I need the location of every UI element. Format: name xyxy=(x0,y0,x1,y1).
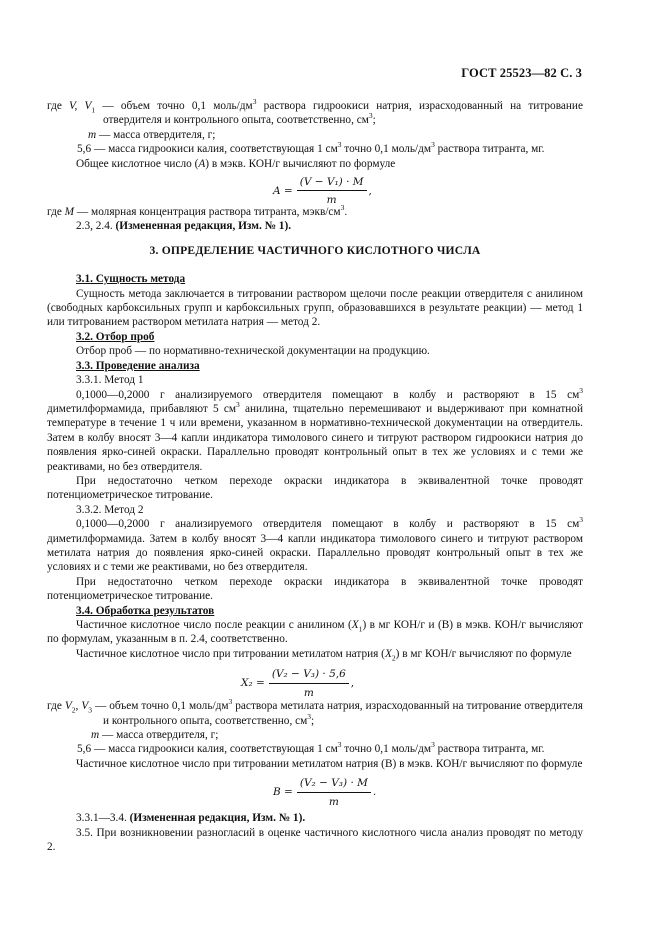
heading-3-3: 3.3. Проведение анализа xyxy=(76,359,200,372)
paragraph-3-4-b: Частичное кислотное число при титровании метилатом натрия (B) в мэкв. КОН/г вычисляют по формуле xyxy=(76,757,583,770)
paragraph-3-3-2: 0,1000—0,2000 г анализируемого отвердителя помещают в колбу и растворяют в 15 $см^3$ диметилформамида. Затем в колбу вносят 3—4 капли индикатора тимолового синего и титруют раствором метилата натрия до появления ярко-синей окраски. Параллельно проводят контрольный опыт в тех же условиях и с теми же реактивами, но без отвердителя. xyxy=(47,515,583,574)
heading-3-3-1: 3.3.1. Метод 1 xyxy=(76,374,144,387)
definition-56: 5,6 — масса гидроокиси калия, соответствующая 1 $см^3$ точно 0,1 моль/$дм^3$ раствора титранта, мг. xyxy=(77,140,545,156)
formula-b-numerator: (V₂ − V₃) · M xyxy=(297,776,371,792)
section-3-title: 3. ОПРЕДЕЛЕНИЕ ЧАСТИЧНОГО КИСЛОТНОГО ЧИСЛА xyxy=(149,243,481,257)
formula-a-numerator: (V − V₁) · M xyxy=(297,175,367,191)
formula-b-lhs: B = xyxy=(273,786,293,799)
formula-a-fraction xyxy=(297,175,367,208)
definition-v2-v3: где $V_2$, $V_3$ — объем точно 0,1 моль/$дм^3$ раствора метилата натрия, израсходованный на титрование отвердителя и контрольного опыта, соответственно, $см^3$; xyxy=(47,697,583,727)
definition-56-2: 5,6 — масса гидроокиси калия, соответствующая 1 $см^3$ точно 0,1 моль/$дм^3$ раствора титранта, мг. xyxy=(77,740,545,756)
definition-v-v1: где V, $V_1$ — объем точно 0,1 моль/$дм^3$ раствора гидроокиси натрия, израсходованный на титрование отвердителя и контрольного опыта, соответственно, $см^3$; xyxy=(47,97,583,127)
formula-x2-lhs: X₂ = xyxy=(241,677,265,690)
formula-x2-denominator: m xyxy=(303,686,314,699)
paragraph-3-4-x2: Частичное кислотное число при титровании метилатом натрия $(X_2)$ в мг КОН/г вычисляют по формуле xyxy=(76,647,572,663)
heading-3-2: 3.2. Отбор проб xyxy=(76,330,155,343)
paragraph-3-4-x1: Частичное кислотное число после реакции с анилином $(X_1)$ в мг КОН/г и (B) в мэкв. КОН/г вычисляют по формулам, указанным в п. 2.4, соответственно. xyxy=(47,619,583,646)
heading-3-3-2: 3.3.2. Метод 2 xyxy=(76,503,144,516)
formula-x2-numerator: (V₂ − V₃) · 5,6 xyxy=(269,667,349,683)
formula-a-lhs: A = xyxy=(273,185,293,198)
formula-b-fraction xyxy=(297,776,371,809)
heading-3-4: 3.4. Обработка результатов xyxy=(76,604,215,617)
edit-note-23-24: 2.3, 2.4. (Измененная редакция, Изм. № 1). xyxy=(76,220,292,233)
total-acid-number-text: Общее кислотное число (A) в мэкв. КОН/г вычисляют по формуле xyxy=(76,157,396,170)
paragraph-3-3-2-note: При недостаточно четком переходе окраски индикатора в эквивалентной точке проводят потенциометрическое титрование. xyxy=(47,575,583,603)
document-body xyxy=(47,99,583,854)
formula-x2-tail: , xyxy=(350,677,355,690)
formula-b xyxy=(47,771,583,811)
definition-m-2: m — масса отвердителя, г; xyxy=(91,729,219,742)
formula-b-denominator: m xyxy=(328,795,339,808)
running-header: ГОСТ 25523—82 С. 3 xyxy=(461,66,582,80)
paragraph-3-2: Отбор проб — по нормативно-технической документации на продукцию. xyxy=(76,345,430,358)
formula-x2-fraction xyxy=(269,667,349,700)
formula-x2 xyxy=(47,661,583,699)
paragraph-3-3-1-note: При недостаточно четком переходе окраски индикатора в эквивалентной точке проводят потенциометрическое титрование. xyxy=(47,474,583,502)
paragraph-3-3-1: 0,1000—0,2000 г анализируемого отвердителя помещают в колбу и растворяют в 15 $см^3$ диметилформамида, прибавляют 5 $см^3$ анилина, тщательно перемешивают и выдерживают при комнатной температуре в течение 1 ч или времени, указанном в нормативно-технической документации на отвердитель. Затем в колбу вносят 3—4 капли индикатора тимолового синего и титруют раствором гидроокиси натрия до появления ярко-синей окраски. Параллельно проводят контрольный опыт в тех же условиях и с теми же реактивами, но без отвердителя. xyxy=(47,385,583,473)
definition-M: где M — молярная концентрация раствора титранта, мэкв/$см^3$. xyxy=(47,203,348,219)
paragraph-3-5: 3.5. При возникновении разногласий в оценке частичного кислотного числа анализ проводят по методу 2. xyxy=(47,826,583,854)
formula-b-tail: . xyxy=(372,786,377,799)
paragraph-3-1: Сущность метода заключается в титровании раствором щелочи после реакции отвердителя с анилином (свободных карбоксильных групп и карбоксильных групп, образовавшихся в результате реакции) — метод 1 или титрованием раствором метилата натрия — метод 2. xyxy=(47,287,583,329)
formula-a xyxy=(47,171,583,205)
definition-m: m — масса отвердителя, г; xyxy=(88,128,216,141)
heading-3-1: 3.1. Сущность метода xyxy=(76,273,186,286)
edit-note-331-34: 3.3.1—3.4. (Измененная редакция, Изм. № 1). xyxy=(76,812,306,825)
formula-a-tail: , xyxy=(368,185,372,198)
formula-a-denominator: m xyxy=(326,194,337,207)
